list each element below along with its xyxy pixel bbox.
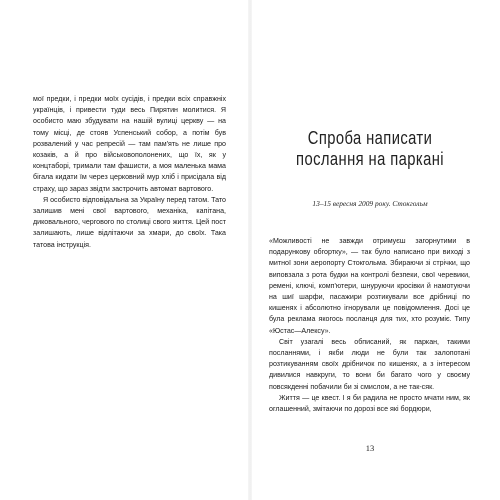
right-paragraph-1: «Можливості не завжди отримуєш загорнутими в подарункову обгортку», — так було написано при виході з митної зони аеропорту Стокгольма. Збираючи зі стрічки, що виповзала з рота будки на контролі безпеки, свої черевики, ремені, ключі, комп'ютери, шнуруючи кросівки й намотуючи на шиї шарфи, пасажири розтикували все дрібниці по кишенях і абсолютно ігнорували це повідомлення. Досі це була реклама якогось посланця для тих, хто розуміє. Типу «Юстас—Алексу». (269, 237, 470, 335)
right-paragraph-3: Життя — це квест. І я би радила не просто мчати ним, як оглашенний, змітаючи по дорозі все які бордюри, (269, 393, 470, 414)
left-paragraph-2: Я особисто відповідальна за Україну перед татом. Тато залишив мені свої вартового, механіка, капітана, диковального, чергового по столиці свого життя. Цей пост залишають, лише відлітаючи за хмари, до своїх. Така татова інструкція. (33, 195, 226, 249)
chapter-title-line-1: Спроба написати (307, 128, 433, 148)
chapter-title-line-2: послання на паркані (296, 149, 444, 169)
right-page-body (269, 236, 470, 415)
chapter-dateline: 13–15 вересня 2009 року. Стокгольм (312, 199, 428, 208)
chapter-title (288, 128, 452, 170)
left-paragraph-1: мої предки, і предки моїх сусідів, і предки всіх справжніх українців, і привести туди весь Пирятин молитися. Я особисто маю збудувати на нашій вулиці церкву — на тому місці, де стояв Успенський собор, а потім був розвалений у час репресій — там пам'ять не лише про козаків, а й про військовополонених, що їх, як у концтаборі, тримали там фашисти, а моя маленька мама бігала кидати їм через церковний мур хліб і присідала від страху, що зараз звідти застрочить автомат вартового. (33, 95, 226, 193)
left-page-body (33, 94, 226, 251)
right-paragraph-2: Світ узагалі весь обписаний, як паркан, такими посланнями, і якби люди не були так залопотані розтикуванням своїх дрібничок по кишенях, а з інтересом дивилися навкруги, то вони би багато чого у своєму повсякденні побачили би зі смислом, а не так-сяк. (269, 337, 470, 391)
page-number: 13 (365, 443, 375, 453)
